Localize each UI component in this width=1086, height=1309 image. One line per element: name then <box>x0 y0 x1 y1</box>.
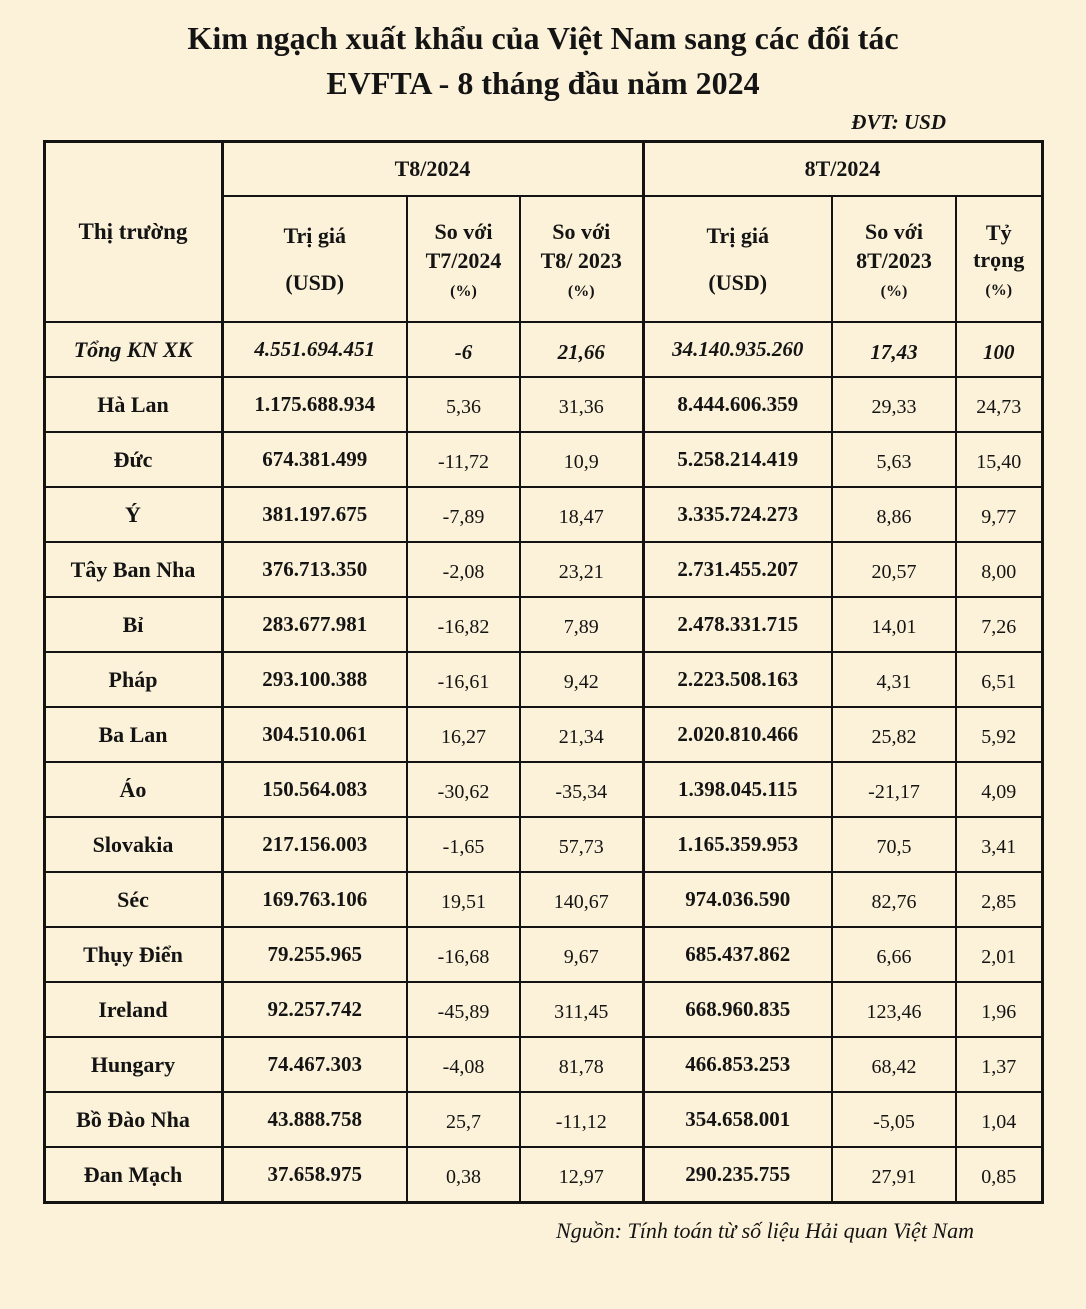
table-row <box>44 707 1042 762</box>
share-cell: 2,85 <box>956 872 1042 927</box>
subheader-line: (USD) <box>708 270 768 296</box>
subheader-line: (USD) <box>285 270 345 296</box>
vs-8t-2023-cell: 6,66 <box>832 927 956 982</box>
vs-t8-2023-cell: -35,34 <box>520 762 643 817</box>
8t-value-cell: 2.731.455.207 <box>643 542 832 597</box>
share-cell: 3,41 <box>956 817 1042 872</box>
t8-value-cell: 43.888.758 <box>222 1092 407 1147</box>
subheader-line: Tỷ <box>985 219 1012 245</box>
vs-t8-2023-cell: 311,45 <box>520 982 643 1037</box>
vs-t7-2024-cell: -30,62 <box>407 762 520 817</box>
vs-8t-2023-cell: 27,91 <box>832 1147 956 1202</box>
vs-t7-2024-cell: 16,27 <box>407 707 520 762</box>
vs-8t-2023-cell: 17,43 <box>832 322 956 377</box>
vs-t8-2023-cell: 9,67 <box>520 927 643 982</box>
vs-t8-2023-cell: 18,47 <box>520 487 643 542</box>
share-cell: 4,09 <box>956 762 1042 817</box>
vs-t8-2023-cell: 81,78 <box>520 1037 643 1092</box>
share-cell: 8,00 <box>956 542 1042 597</box>
table-row <box>44 762 1042 817</box>
header-group-row <box>44 141 1042 196</box>
subheader-8t-value <box>643 196 832 322</box>
vs-t7-2024-cell: -45,89 <box>407 982 520 1037</box>
vs-t8-2023-cell: 10,9 <box>520 432 643 487</box>
export-table <box>43 140 1044 1204</box>
share-cell: 24,73 <box>956 377 1042 432</box>
8t-value-cell: 2.020.810.466 <box>643 707 832 762</box>
vs-t8-2023-cell: 7,89 <box>520 597 643 652</box>
subheader-percent-label: (%) <box>567 282 595 300</box>
share-cell: 7,26 <box>956 597 1042 652</box>
8t-value-cell: 685.437.862 <box>643 927 832 982</box>
vs-t8-2023-cell: 12,97 <box>520 1147 643 1202</box>
t8-value-cell: 150.564.083 <box>222 762 407 817</box>
8t-value-cell: 34.140.935.260 <box>643 322 832 377</box>
market-cell: Bỉ <box>44 597 222 652</box>
vs-8t-2023-cell: 8,86 <box>832 487 956 542</box>
share-cell: 1,37 <box>956 1037 1042 1092</box>
table-row <box>44 872 1042 927</box>
table-body <box>44 322 1042 1202</box>
market-cell: Ireland <box>44 982 222 1037</box>
share-cell: 6,51 <box>956 652 1042 707</box>
table-row <box>44 542 1042 597</box>
vs-8t-2023-cell: 70,5 <box>832 817 956 872</box>
share-cell: 5,92 <box>956 707 1042 762</box>
market-cell: Hà Lan <box>44 377 222 432</box>
8t-value-cell: 8.444.606.359 <box>643 377 832 432</box>
8t-value-cell: 1.398.045.115 <box>643 762 832 817</box>
group-header-8t-2024: 8T/2024 <box>643 141 1042 196</box>
vs-8t-2023-cell: 25,82 <box>832 707 956 762</box>
subheader-line: 8T/2023 <box>856 248 932 274</box>
subheader-share <box>956 196 1042 322</box>
unit-note: ĐVT: USD <box>851 109 946 134</box>
t8-value-cell: 376.713.350 <box>222 542 407 597</box>
market-cell: Ba Lan <box>44 707 222 762</box>
t8-value-cell: 1.175.688.934 <box>222 377 407 432</box>
8t-value-cell: 1.165.359.953 <box>643 817 832 872</box>
table-row <box>44 597 1042 652</box>
subheader-line: Trị giá <box>283 222 347 248</box>
table-row <box>44 927 1042 982</box>
share-cell: 1,96 <box>956 982 1042 1037</box>
share-cell: 0,85 <box>956 1147 1042 1202</box>
group-header-t8-2024: T8/2024 <box>222 141 643 196</box>
t8-value-cell: 4.551.694.451 <box>222 322 407 377</box>
market-cell: Tổng KN XK <box>44 322 222 377</box>
8t-value-cell: 354.658.001 <box>643 1092 832 1147</box>
subheader-line: So với <box>864 218 924 244</box>
table-row <box>44 817 1042 872</box>
8t-value-cell: 974.036.590 <box>643 872 832 927</box>
table-row <box>44 1037 1042 1092</box>
subheader-line: So với <box>434 218 493 244</box>
page-title-line2: EVFTA - 8 tháng đầu năm 2024 <box>326 65 760 102</box>
vs-t7-2024-cell: 25,7 <box>407 1092 520 1147</box>
vs-8t-2023-cell: 123,46 <box>832 982 956 1037</box>
table-header <box>44 141 1042 322</box>
page-title <box>0 0 1086 107</box>
market-cell: Séc <box>44 872 222 927</box>
table-row <box>44 1147 1042 1202</box>
market-cell: Ý <box>44 487 222 542</box>
market-cell: Slovakia <box>44 817 222 872</box>
share-cell: 9,77 <box>956 487 1042 542</box>
vs-t8-2023-cell: 21,66 <box>520 322 643 377</box>
subheader-vs-8t-2023 <box>832 196 956 322</box>
8t-value-cell: 466.853.253 <box>643 1037 832 1092</box>
vs-t7-2024-cell: -2,08 <box>407 542 520 597</box>
vs-t7-2024-cell: -6 <box>407 322 520 377</box>
vs-t7-2024-cell: -1,65 <box>407 817 520 872</box>
market-cell: Đức <box>44 432 222 487</box>
vs-8t-2023-cell: 14,01 <box>832 597 956 652</box>
8t-value-cell: 2.223.508.163 <box>643 652 832 707</box>
subheader-t8-value <box>222 196 407 322</box>
vs-t7-2024-cell: -11,72 <box>407 432 520 487</box>
subheader-line: Trị giá <box>706 222 770 248</box>
vs-t8-2023-cell: 9,42 <box>520 652 643 707</box>
vs-t7-2024-cell: -16,61 <box>407 652 520 707</box>
t8-value-cell: 92.257.742 <box>222 982 407 1037</box>
t8-value-cell: 283.677.981 <box>222 597 407 652</box>
vs-8t-2023-cell: 82,76 <box>832 872 956 927</box>
subheader-line: T8/ 2023 <box>540 248 622 274</box>
vs-8t-2023-cell: -21,17 <box>832 762 956 817</box>
share-cell: 1,04 <box>956 1092 1042 1147</box>
market-cell: Đan Mạch <box>44 1147 222 1202</box>
vs-t8-2023-cell: 23,21 <box>520 542 643 597</box>
table-row <box>44 652 1042 707</box>
market-cell: Hungary <box>44 1037 222 1092</box>
table-row <box>44 322 1042 377</box>
vs-t7-2024-cell: -16,68 <box>407 927 520 982</box>
vs-t7-2024-cell: -4,08 <box>407 1037 520 1092</box>
vs-t7-2024-cell: 19,51 <box>407 872 520 927</box>
subheader-vs-t8-2023 <box>520 196 643 322</box>
t8-value-cell: 37.658.975 <box>222 1147 407 1202</box>
t8-value-cell: 304.510.061 <box>222 707 407 762</box>
8t-value-cell: 3.335.724.273 <box>643 487 832 542</box>
subheader-percent-label: (%) <box>450 282 477 300</box>
page-title-line1: Kim ngạch xuất khẩu của Việt Nam sang các đối tác <box>187 20 899 56</box>
share-cell: 100 <box>956 322 1042 377</box>
t8-value-cell: 217.156.003 <box>222 817 407 872</box>
vs-8t-2023-cell: 5,63 <box>832 432 956 487</box>
table-row <box>44 1092 1042 1147</box>
subheader-line: So với <box>552 218 611 244</box>
vs-t8-2023-cell: 140,67 <box>520 872 643 927</box>
market-cell: Pháp <box>44 652 222 707</box>
source-note: Nguồn: Tính toán từ số liệu Hải quan Việt Nam <box>556 1217 974 1243</box>
8t-value-cell: 290.235.755 <box>643 1147 832 1202</box>
share-cell: 2,01 <box>956 927 1042 982</box>
table-row <box>44 487 1042 542</box>
t8-value-cell: 74.467.303 <box>222 1037 407 1092</box>
table-row <box>44 982 1042 1037</box>
vs-t8-2023-cell: 21,34 <box>520 707 643 762</box>
8t-value-cell: 2.478.331.715 <box>643 597 832 652</box>
share-cell: 15,40 <box>956 432 1042 487</box>
subheader-line: T7/2024 <box>425 248 502 274</box>
vs-t8-2023-cell: 31,36 <box>520 377 643 432</box>
t8-value-cell: 381.197.675 <box>222 487 407 542</box>
subheader-percent-label: (%) <box>985 281 1013 299</box>
vs-t7-2024-cell: 0,38 <box>407 1147 520 1202</box>
t8-value-cell: 674.381.499 <box>222 432 407 487</box>
market-cell: Bồ Đào Nha <box>44 1092 222 1147</box>
vs-t8-2023-cell: -11,12 <box>520 1092 643 1147</box>
vs-t7-2024-cell: 5,36 <box>407 377 520 432</box>
market-column-header: Thị trường <box>44 141 222 322</box>
8t-value-cell: 5.258.214.419 <box>643 432 832 487</box>
subheader-line: trọng <box>973 247 1025 273</box>
t8-value-cell: 293.100.388 <box>222 652 407 707</box>
8t-value-cell: 668.960.835 <box>643 982 832 1037</box>
table-row <box>44 432 1042 487</box>
vs-t7-2024-cell: -16,82 <box>407 597 520 652</box>
vs-8t-2023-cell: 68,42 <box>832 1037 956 1092</box>
vs-8t-2023-cell: 29,33 <box>832 377 956 432</box>
vs-t7-2024-cell: -7,89 <box>407 487 520 542</box>
table-row <box>44 377 1042 432</box>
subheader-percent-label: (%) <box>880 282 908 300</box>
market-cell: Áo <box>44 762 222 817</box>
subheader-vs-t7-2024 <box>407 196 520 322</box>
market-cell: Thụy Điển <box>44 927 222 982</box>
vs-8t-2023-cell: 4,31 <box>832 652 956 707</box>
market-cell: Tây Ban Nha <box>44 542 222 597</box>
vs-t8-2023-cell: 57,73 <box>520 817 643 872</box>
t8-value-cell: 169.763.106 <box>222 872 407 927</box>
t8-value-cell: 79.255.965 <box>222 927 407 982</box>
vs-8t-2023-cell: -5,05 <box>832 1092 956 1147</box>
vs-8t-2023-cell: 20,57 <box>832 542 956 597</box>
